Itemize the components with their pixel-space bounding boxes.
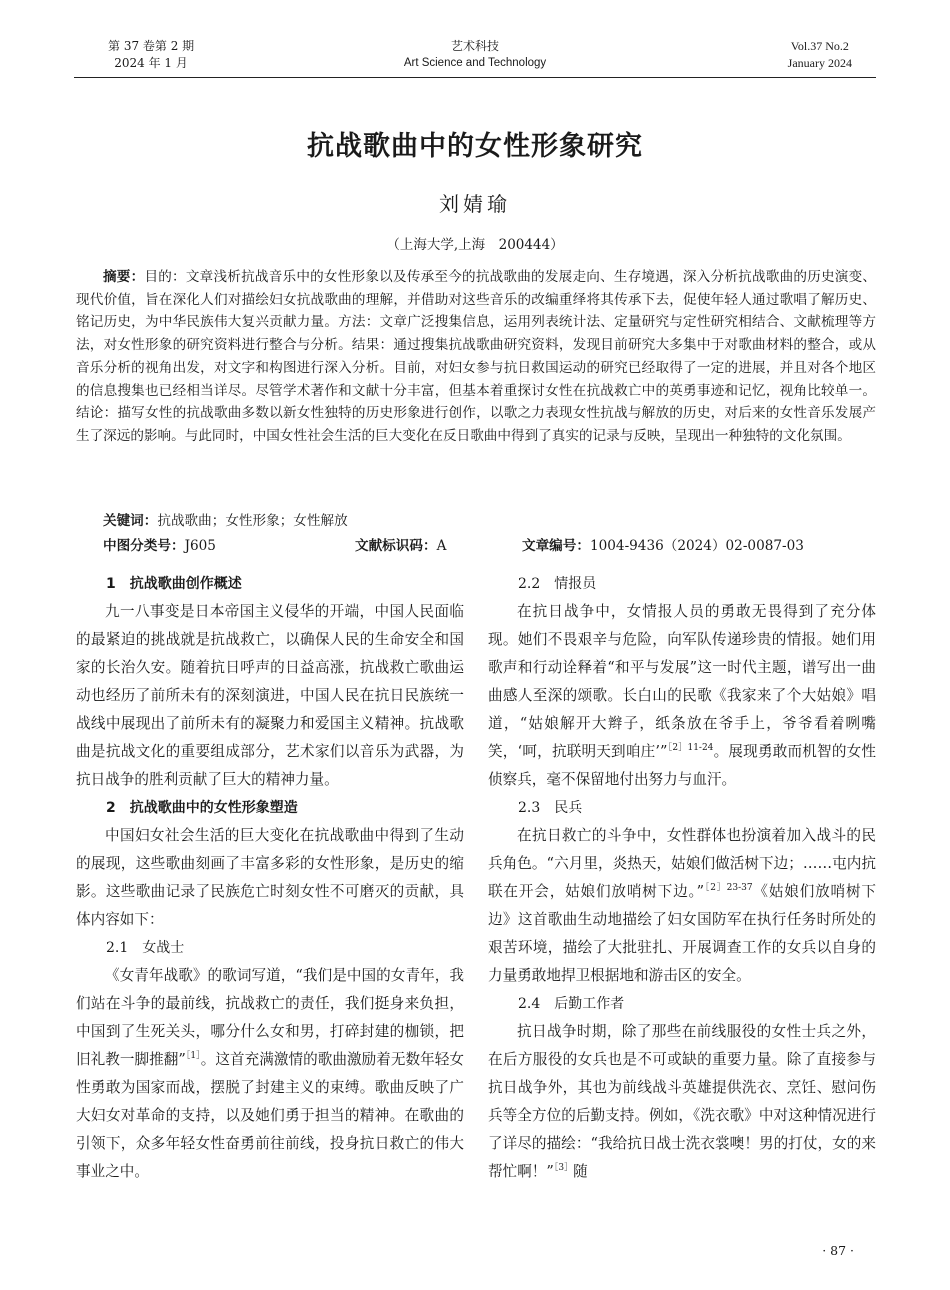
journal-name-en: Art Science and Technology	[403, 57, 547, 69]
abstract-text: 目的：文章浅析抗战音乐中的女性形象以及传承至今的抗战歌曲的发展走向、生存境遇，深入分析抗战歌曲的历史演变、现代价值，旨在深化人们对描绘妇女抗战歌曲的理解，并借助对这些音乐的改编重绎将其传承下去，促使年轻人通过歌唱了解历史、铭记历史，为中华民族伟大复兴贡献力量。方法：文章广泛搜集信息，运用列表统计法、定量研究与定性研究相结合、文献梳理等方法，对女性形象的研究资料进行整合与分析。结果：通过搜集抗战歌曲研究资料，发现目前研究大多集中于对歌曲材料的整合，或从音乐分析的视角出发，对文字和构图进行深入分析。目前，对妇女参与抗日救国运动的研究已经取得了一定的进展，并且对各个地区的信息搜集也已经相当详尽。尽管学术著作和文献十分丰富，但基本着重探讨女性在抗战救亡中的英勇事迹和记忆，视角比较单一。结论：描写女性的抗战歌曲多数以新女性独特的历史形象进行创作，以歌之力表现女性抗战与解放的历史，对后来的女性音乐发展产生了深远的影响。与此同时，中国女性社会生活的巨大变化在反日歌曲中得到了真实的记录与反映，呈现出一种独特的文化氛围。	[76, 269, 877, 444]
page-number: · 87 ·	[822, 1243, 854, 1258]
clc-value: J605	[184, 538, 216, 554]
keywords	[103, 509, 348, 529]
section-2-2-paragraph	[488, 598, 876, 794]
section-2-3-heading: 2.3 民兵	[518, 800, 583, 816]
paragraph-text: 在抗日救亡的斗争中，女性群体也扮演着加入战斗的民兵角色。“六月里，炎热天，姑娘们做活树下边；……屯内抗联在开会，姑娘们放哨树下边。”	[488, 827, 876, 900]
article-number-value: 1004-9436（2024）02-0087-03	[589, 538, 804, 554]
document-code	[355, 534, 446, 554]
issue-date: 2024 年 1 月	[114, 56, 188, 70]
section-2-1-heading: 2.1 女战士	[106, 940, 185, 956]
author-affiliation: （上海大学,上海 200444）	[386, 237, 564, 253]
section-1-paragraph: 九一八事变是日本帝国主义侵华的开端，中国人民面临的最紧迫的挑战就是抗战救亡，以确保人民的生命安全和国家的长治久安。随着抗日呼声的日益高涨，抗战救亡歌曲运动也经历了前所未有的深刻演进，中国人民在抗日民族统一战线中展现出了前所未有的凝聚力和爱国主义精神。抗战歌曲是抗战文化的重要组成部分，艺术家们以音乐为武器，为抗日战争的胜利贡献了巨大的精神力量。	[76, 603, 464, 788]
volume-issue: 第 37 卷第 2 期	[108, 39, 195, 53]
article-number	[522, 534, 804, 554]
paragraph-text: 。这首充满激情的歌曲激励着无数年轻女性勇敢为国家而战，摆脱了封建主义的束缚。歌曲反映了广大妇女对革命的支持，以及她们勇于担当的精神。在歌曲的引领下，众多年轻女性奋勇前往前线，投身抗日救亡的伟大事业之中。	[76, 1051, 464, 1180]
clc-label: 中图分类号：	[103, 538, 185, 554]
paper-title: 抗战歌曲中的女性形象研究	[307, 131, 643, 162]
citation-ref: ［2］23-37	[704, 883, 753, 893]
section-2-heading: 2 抗战歌曲中的女性形象塑造	[106, 800, 298, 816]
volume-issue-en: Vol.37 No.2	[790, 39, 849, 53]
journal-name	[74, 38, 876, 72]
clc-number	[103, 534, 216, 554]
article-number-label: 文章编号：	[522, 538, 590, 554]
journal-issue-en	[788, 38, 852, 72]
citation-ref: ［3］	[553, 1163, 574, 1173]
abstract	[76, 266, 876, 448]
paragraph-text: 随	[573, 1163, 588, 1180]
citation-ref: ［2］11-24	[667, 743, 714, 753]
paragraph-text: 《姑娘们放哨树下边》这首歌曲生动地描绘了妇女国防军在执行任务时所处的艰苦环境，描绘了大批驻扎、开展调查工作的女兵以自身的力量勇敢地捍卫根据地和游击区的安全。	[488, 883, 876, 984]
right-column	[488, 570, 876, 1186]
section-2-4-paragraph	[488, 1018, 876, 1186]
running-header	[74, 38, 876, 78]
citation-ref: ［1］	[185, 1051, 201, 1061]
paragraph-text: 。展现勇敢而机智的女性侦察兵，毫不保留地付出努力与血汗。	[488, 743, 876, 788]
doc-code-value: A	[436, 538, 447, 554]
section-2-2-heading: 2.2 情报员	[518, 576, 597, 592]
section-2-4-heading: 2.4 后勤工作者	[518, 996, 625, 1012]
left-column	[76, 570, 464, 1186]
keywords-text: 抗战歌曲；女性形象；女性解放	[157, 513, 348, 529]
doc-code-label: 文献标识码：	[355, 538, 437, 554]
author-name: 刘婧瑜	[439, 192, 511, 216]
paragraph-text: 《女青年战歌》的歌词写道，“我们是中国的女青年，我们站在斗争的最前线，抗战救亡的责任，我们挺身来负担，中国到了生死关头，哪分什么女和男，打碎封建的枷锁，把旧礼教一脚推翻”	[76, 967, 464, 1068]
keywords-label: 关键词：	[103, 513, 158, 529]
section-2-1-paragraph	[76, 962, 464, 1186]
section-1-heading: 1 抗战歌曲创作概述	[106, 576, 242, 592]
section-2-3-paragraph	[488, 822, 876, 990]
section-2-paragraph: 中国妇女社会生活的巨大变化在抗战歌曲中得到了生动的展现，这些歌曲刻画了丰富多彩的女性形象，是历史的缩影。这些歌曲记录了民族危亡时刻女性不可磨灭的贡献，具体内容如下：	[76, 827, 464, 928]
issue-date-en: January 2024	[787, 56, 852, 70]
paragraph-text: 抗日战争时期，除了那些在前线服役的女性士兵之外，在后方服役的女兵也是不可或缺的重要力量。除了直接参与抗日战争外，其也为前线战斗英雄提供洗衣、烹饪、慰问伤兵等全方位的后勤支持。例如，《洗衣歌》中对这种情况进行了详尽的描绘：“我给抗日战士洗衣裳噢！男的打仗，女的来帮忙啊！”	[488, 1023, 876, 1180]
abstract-label: 摘要：	[103, 269, 145, 285]
journal-name-cn: 艺术科技	[450, 39, 499, 53]
paragraph-text: 在抗日战争中，女情报人员的勇敢无畏得到了充分体现。她们不畏艰辛与危险，向军队传递珍贵的情报。她们用歌声和行动诠释着“和平与发展”这一时代主题，谱写出一曲曲感人至深的颂歌。长白山的民歌《我家来了个大姑娘》唱道，“姑娘解开大辫子，纸条放在爷手上，爷爷看着咧嘴笑，‘呵，抗联明天到咱庄’”	[488, 603, 876, 760]
